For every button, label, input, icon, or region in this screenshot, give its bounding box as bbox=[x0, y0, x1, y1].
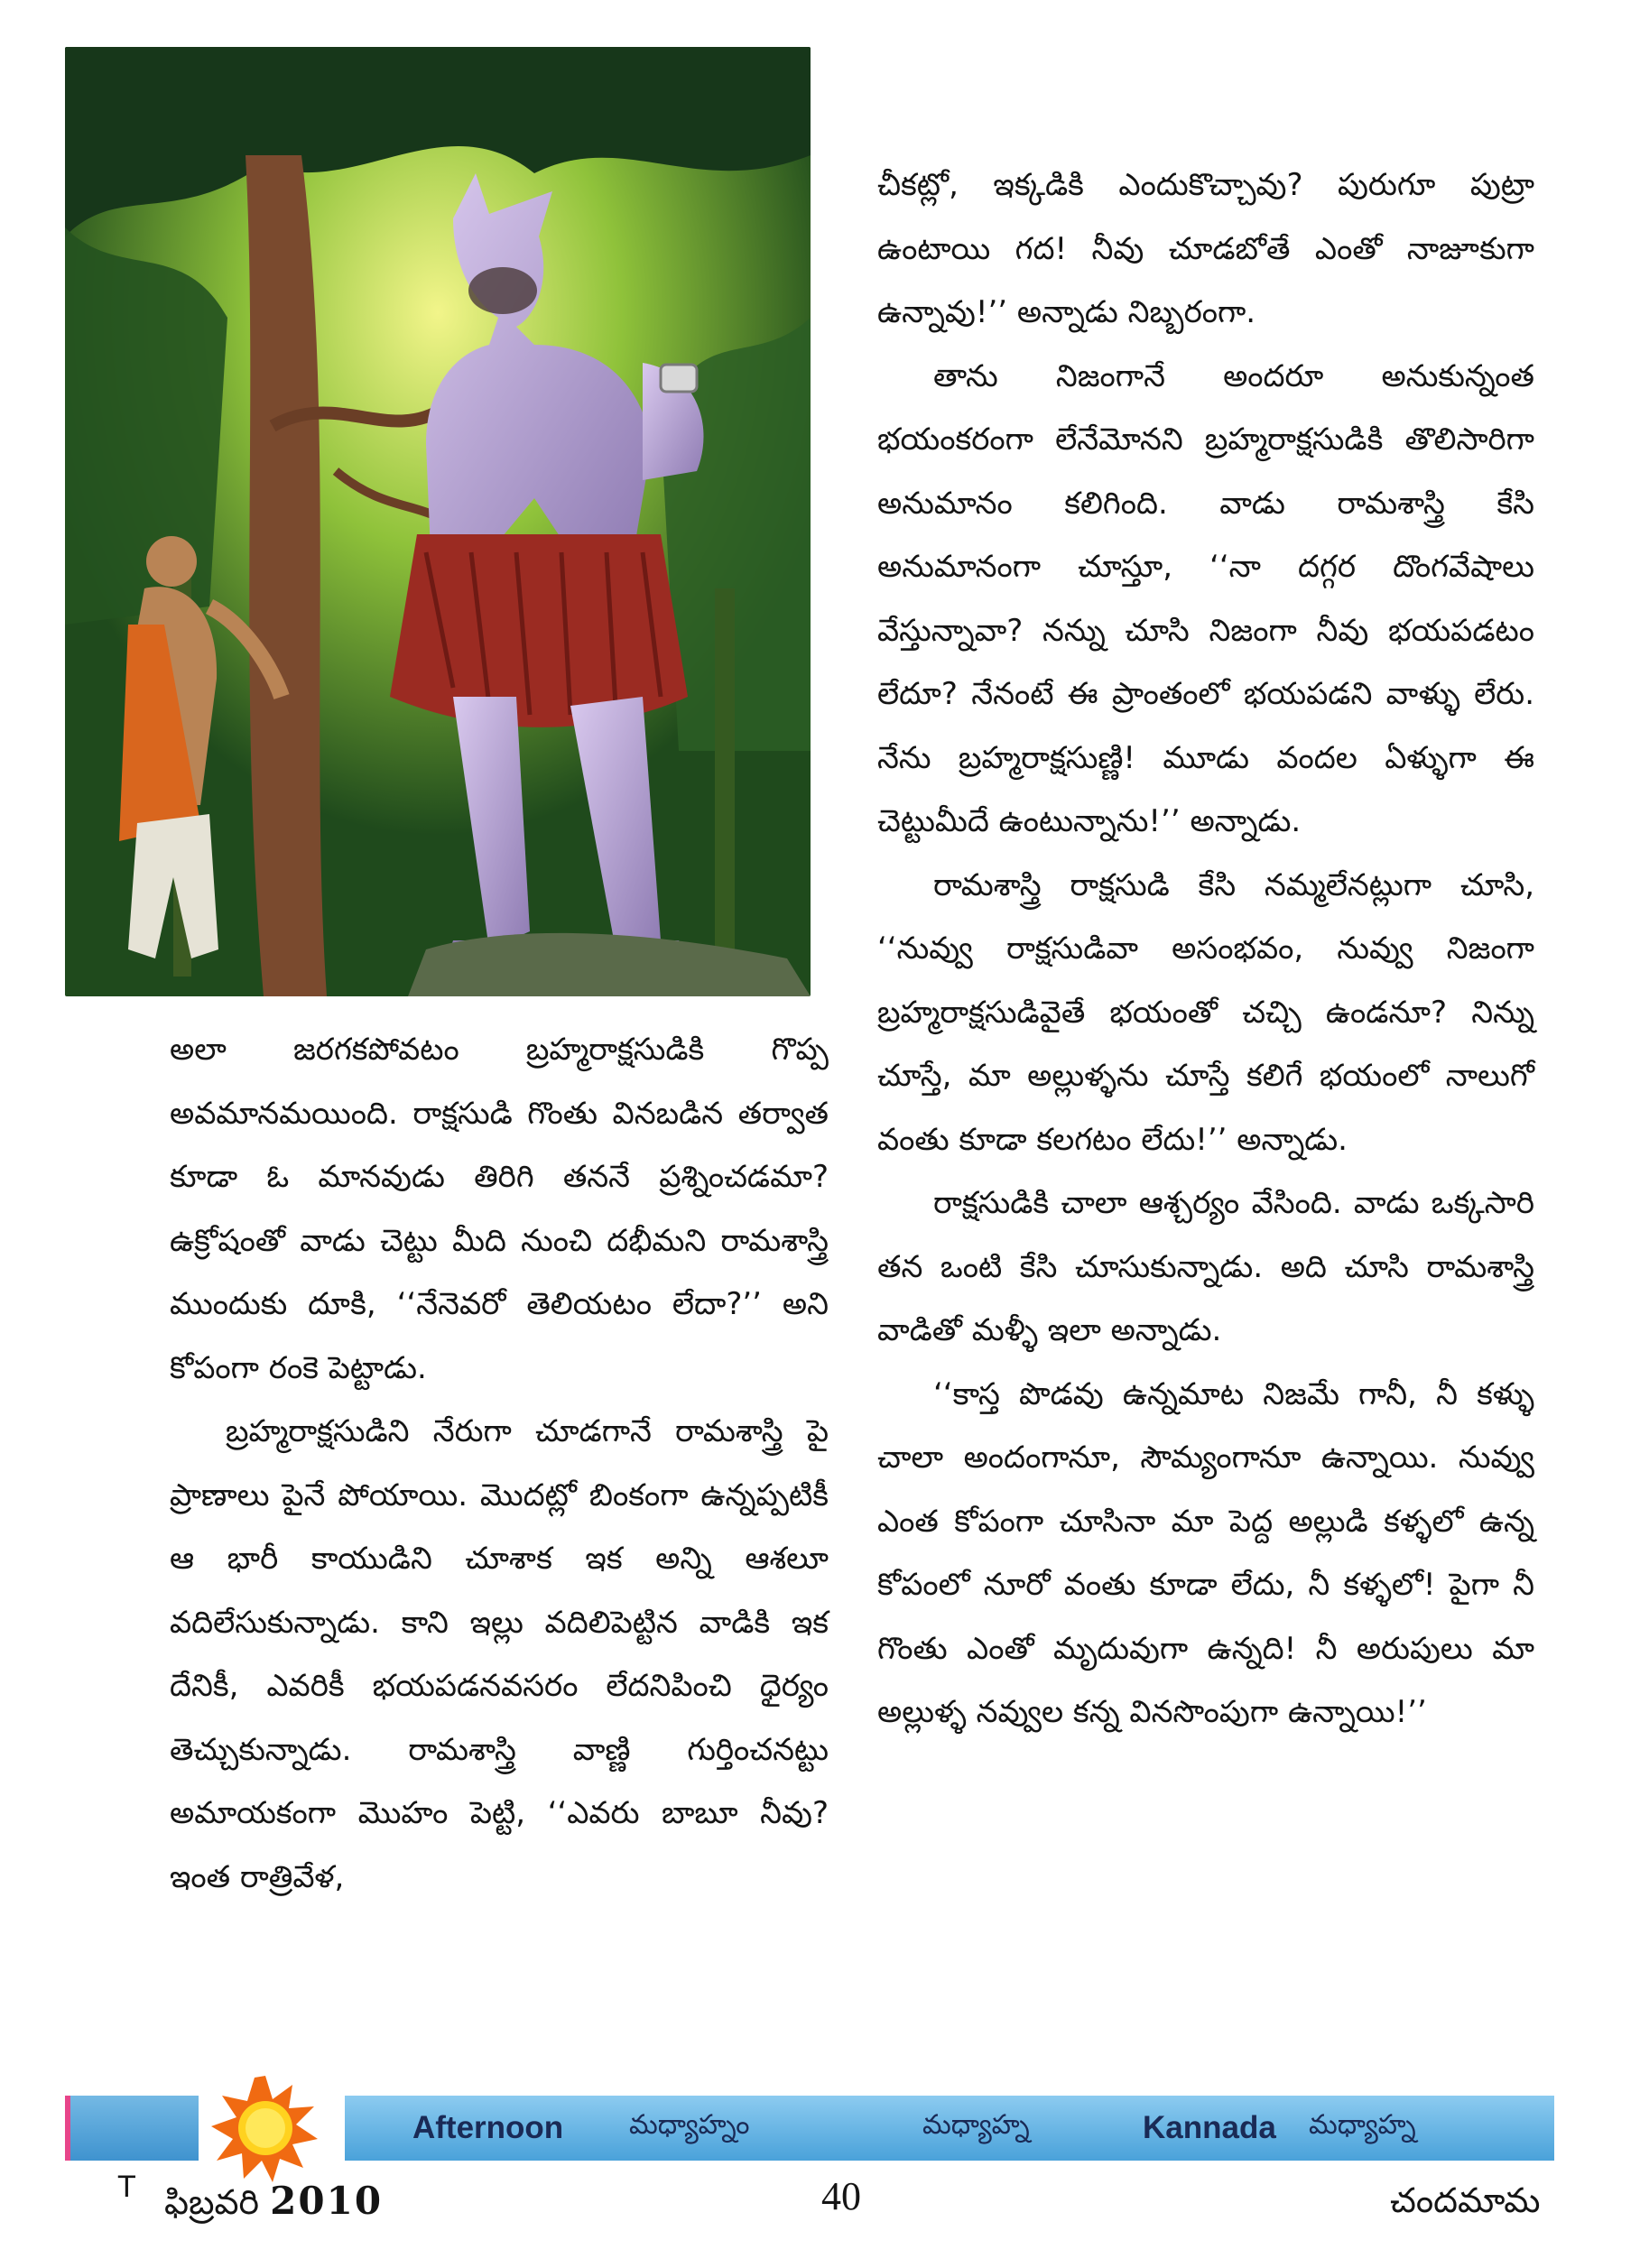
footer-year: 2010 bbox=[270, 2179, 384, 2223]
footer-marker: T bbox=[117, 2170, 136, 2204]
sun-icon bbox=[209, 2072, 321, 2184]
paragraph: బ్రహ్మరాక్షసుడిని నేరుగా చూడగానే రామశాస్త్రి పై ప్రాణాలు పైనే పోయాయి. మొదట్లో బింకంగా ఉన్నప్పటికీ ఆ భారీ కాయుడిని చూశాక ఇక అన్ని ఆశలూ వదిలేసుకున్నాడు. కాని ఇల్లు వదిలిపెట్టిన వాడికి ఇక దేనికీ, ఎవరికీ భయపడనవసరం లేదనిపించి ధైర్యం తెచ్చుకున్నాడు. రామశాస్త్రి వాణ్ణి గుర్తించనట్టు అమాయకంగా మొహం పెట్టి, ‘‘ఎవరు బాబూ నీవు? ఇంత రాత్రివేళ, bbox=[170, 1413, 829, 1895]
page-number: 40 bbox=[821, 2174, 861, 2218]
vocab-band-left bbox=[65, 2096, 199, 2161]
paragraph: అలా జరగకపోవటం బ్రహ్మరాక్షసుడికి గొప్ప అవమానమయింది. రాక్షసుడి గొంతు వినబడిన తర్వాత కూడా ఓ మానవుడు తిరిగి తననే ప్రశ్నించడమా? ఉక్రోషంతో వాడు చెట్టు మీది నుంచి దభీమని రామశాస్త్రి ముందుకు దూకి, ‘‘నేనెవరో తెలియటం లేదా?’’ అని కోపంగా రంకె పెట్టాడు. bbox=[170, 1032, 829, 1386]
left-text-column bbox=[170, 1018, 829, 1909]
vocab-language-label: Kannada bbox=[1143, 2110, 1276, 2145]
vocab-english: Afternoon bbox=[412, 2110, 564, 2145]
paragraph: తాను నిజంగానే అందరూ అనుకున్నంత భయంకరంగా లేనేమోనని బ్రహ్మరాక్షసుడికి తొలిసారిగా అనుమానం కలిగింది. వాడు రామశాస్త్రి కేసి అనుమానంగా చూస్తూ, ‘‘నా దగ్గర దొంగవేషాలు వేస్తున్నావా? నన్ను చూసి నిజంగా నీవు భయపడటం లేదూ? నేనంటే ఈ ప్రాంతంలో భయపడని వాళ్ళు లేరు. నేను బ్రహ్మరాక్షసుణ్ణి! మూడు వందల ఏళ్ళుగా ఈ చెట్టుమీదే ఉంటున్నాను!’’ అన్నాడు. bbox=[877, 357, 1534, 839]
footer-month: ఫిబ్రవరి bbox=[164, 2182, 260, 2222]
paragraph: రాక్షసుడికి చాలా ఆశ్చర్యం వేసింది. వాడు ఒక్కసారి తన ఒంటి కేసి చూసుకున్నాడు. అది చూసి రామశాస్త్రి వాడితో మళ్ళీ ఇలా అన్నాడు. bbox=[877, 1185, 1534, 1348]
vocab-telugu: మధ్యాహ్నం bbox=[629, 2109, 750, 2141]
vocab-band bbox=[345, 2096, 1554, 2161]
footer-date bbox=[164, 2179, 383, 2231]
vocab-hindi: మధ్యాహ్న bbox=[922, 2109, 1030, 2141]
vocab-kannada: మధ్యాహ్న bbox=[1309, 2109, 1416, 2141]
magazine-name: చందమామ bbox=[1390, 2180, 1541, 2220]
paragraph: చీకట్లో, ఇక్కడికి ఎందుకొచ్చావు? పురుగూ పుట్రా ఉంటాయి గద! నీవు చూడబోతే ఎంతో నాజూకుగా ఉన్నావు!’’ అన్నాడు నిబ్బరంగా. bbox=[877, 167, 1534, 330]
paragraph: ‘‘కాస్త పొడవు ఉన్నమాట నిజమే గానీ, నీ కళ్ళు చాలా అందంగానూ, సౌమ్యంగానూ ఉన్నాయి. నువ్వు ఎంత కోపంగా చూసినా మా పెద్ద అల్లుడి కళ్ళలో ఉన్న కోపంలో నూరో వంతు కూడా లేదు, నీ కళ్ళలో! పైగా నీ గొంతు ఎంతో మృదువుగా ఉన్నది! నీ అరుపులు మా అల్లుళ్ళ నవ్వుల కన్న వినసొంపుగా ఉన్నాయి!’’ bbox=[877, 1375, 1534, 1730]
right-text-column bbox=[877, 153, 1534, 1745]
story-illustration bbox=[65, 47, 811, 996]
paragraph: రామశాస్త్రి రాక్షసుడి కేసి నమ్మలేనట్లుగా చూసి, ‘‘నువ్వు రాక్షసుడివా అసంభవం, నువ్వు నిజంగా బ్రహ్మరాక్షసుడివైతే భయంతో చచ్చి ఉండనూ? నిన్ను చూస్తే, మా అల్లుళ్ళను చూస్తే కలిగే భయంలో నాలుగో వంతు కూడా కలగటం లేదు!’’ అన్నాడు. bbox=[877, 866, 1534, 1158]
